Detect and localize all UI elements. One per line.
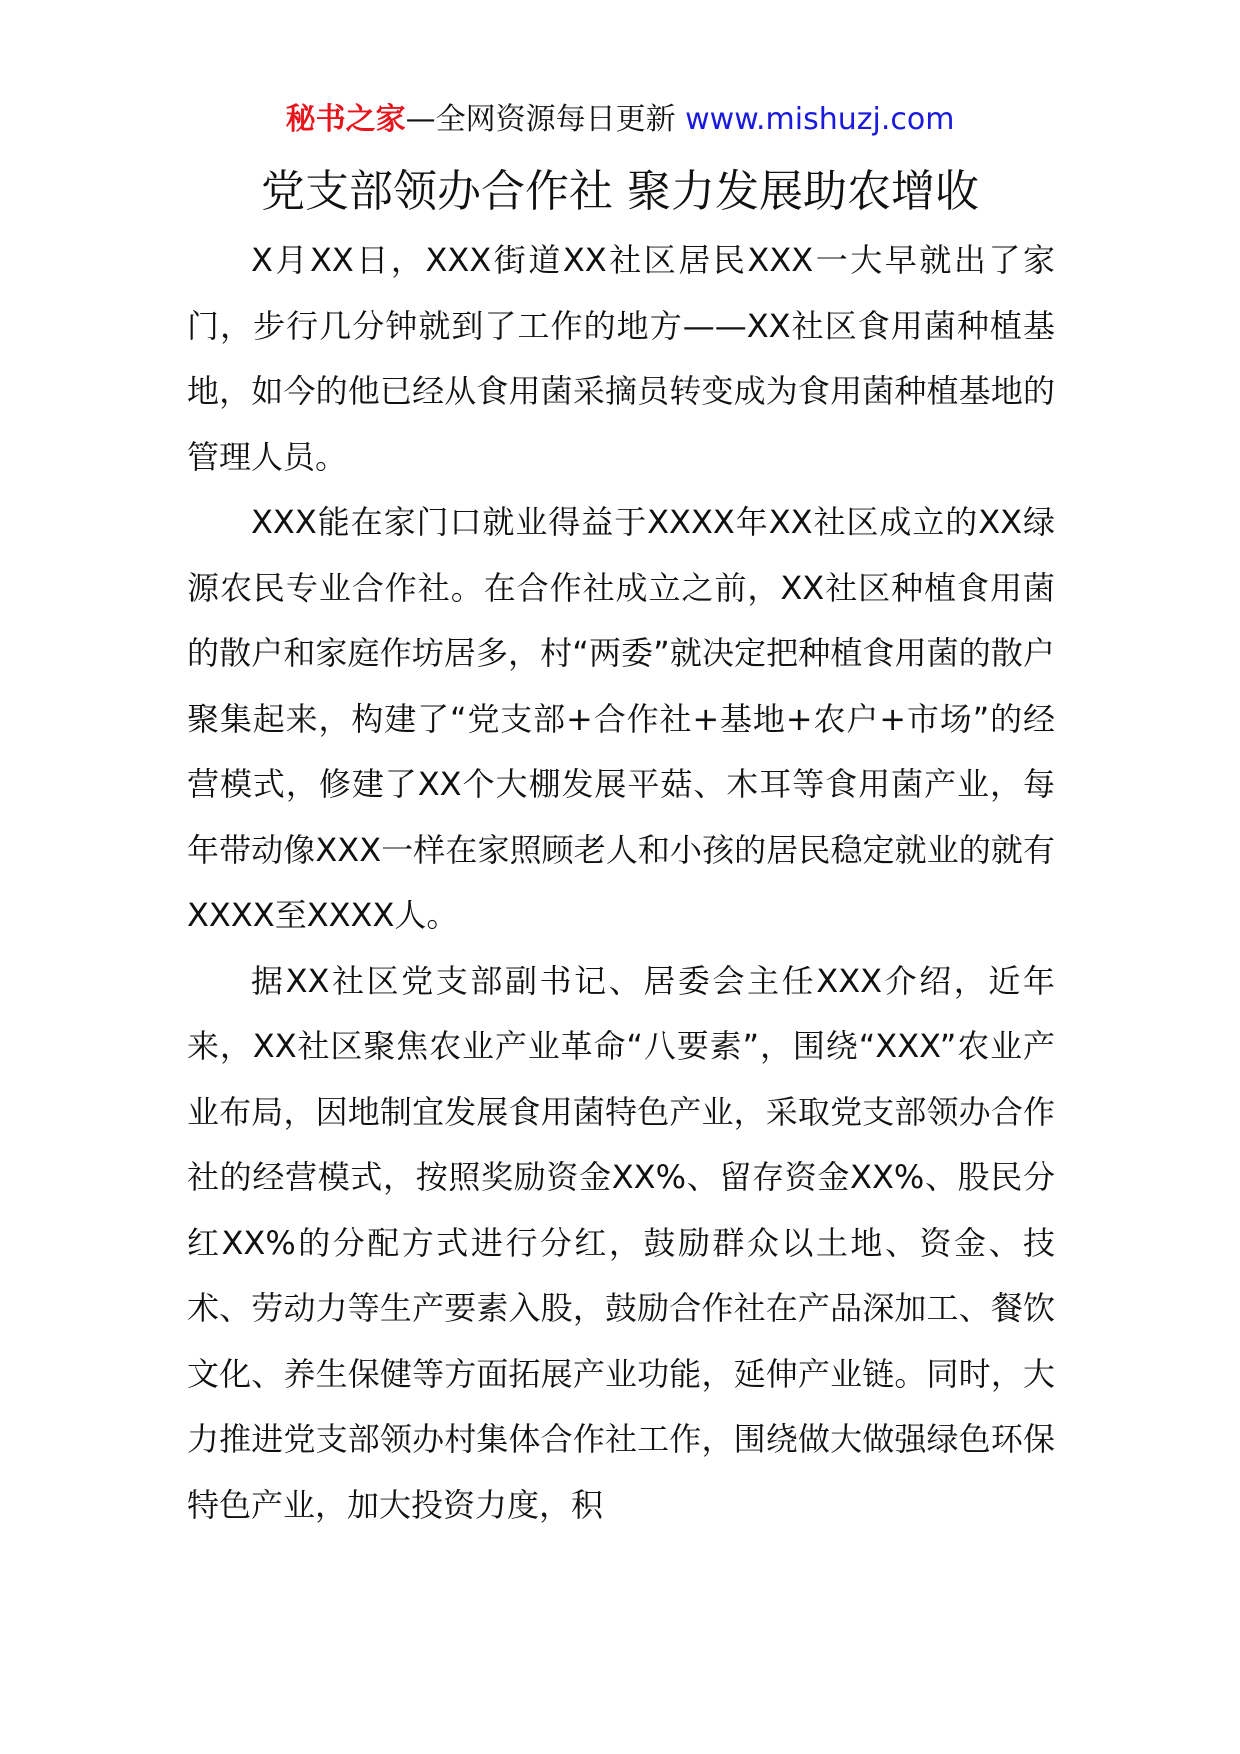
site-brand: 秘书之家 [285,102,406,137]
document-title: 党支部领办合作社 聚力发展助农增收 [261,166,979,217]
site-url-link[interactable]: www.mishuzj.com [685,102,955,137]
body-paragraph-1: X月XX日，XXX街道XX社区居民XXX一大早就出了家门，步行几分钟就到了工作的地方——XX社区食用菌种植基地，如今的他已经从食用菌采摘员转变成为食用菌种植基地的管理人员。 [187,241,1055,476]
body-paragraph-2: XXX能在家门口就业得益于XXXX年XX社区成立的XX绿源农民专业合作社。在合作社成立之前，XX社区种植食用菌的散户和家庭作坊居多，村“两委”就决定把种植食用菌的散户聚集起来，构建了“党支部+合作社+基地+农户+市场”的经营模式，修建了XX个大棚发展平菇、木耳等食用菌产业，每年带动像XXX一样在家照顾老人和小孩的居民稳定就业的就有XXXX至XXXX人。 [187,503,1055,934]
body-paragraph-3: 据XX社区党支部副书记、居委会主任XXX介绍，近年来，XX社区聚焦农业产业革命“八要素”，围绕“XXX”农业产业布局，因地制宜发展食用菌特色产业，采取党支部领办合作社的经营模式，按照奖励资金XX%、留存资金XX%、股民分红XX%的分配方式进行分红，鼓励群众以土地、资金、技术、劳动力等生产要素入股，鼓励合作社在产品深加工、餐饮文化、养生保健等方面拓展产业功能，延伸产业链。同时，大力推进党支部领办村集体合作社工作，围绕做大做强绿色环保特色产业，加大投资力度，积 [187,961,1055,1524]
site-slogan: —全网资源每日更新 [405,102,676,137]
document-body [187,228,1055,1538]
site-header [0,100,1240,140]
